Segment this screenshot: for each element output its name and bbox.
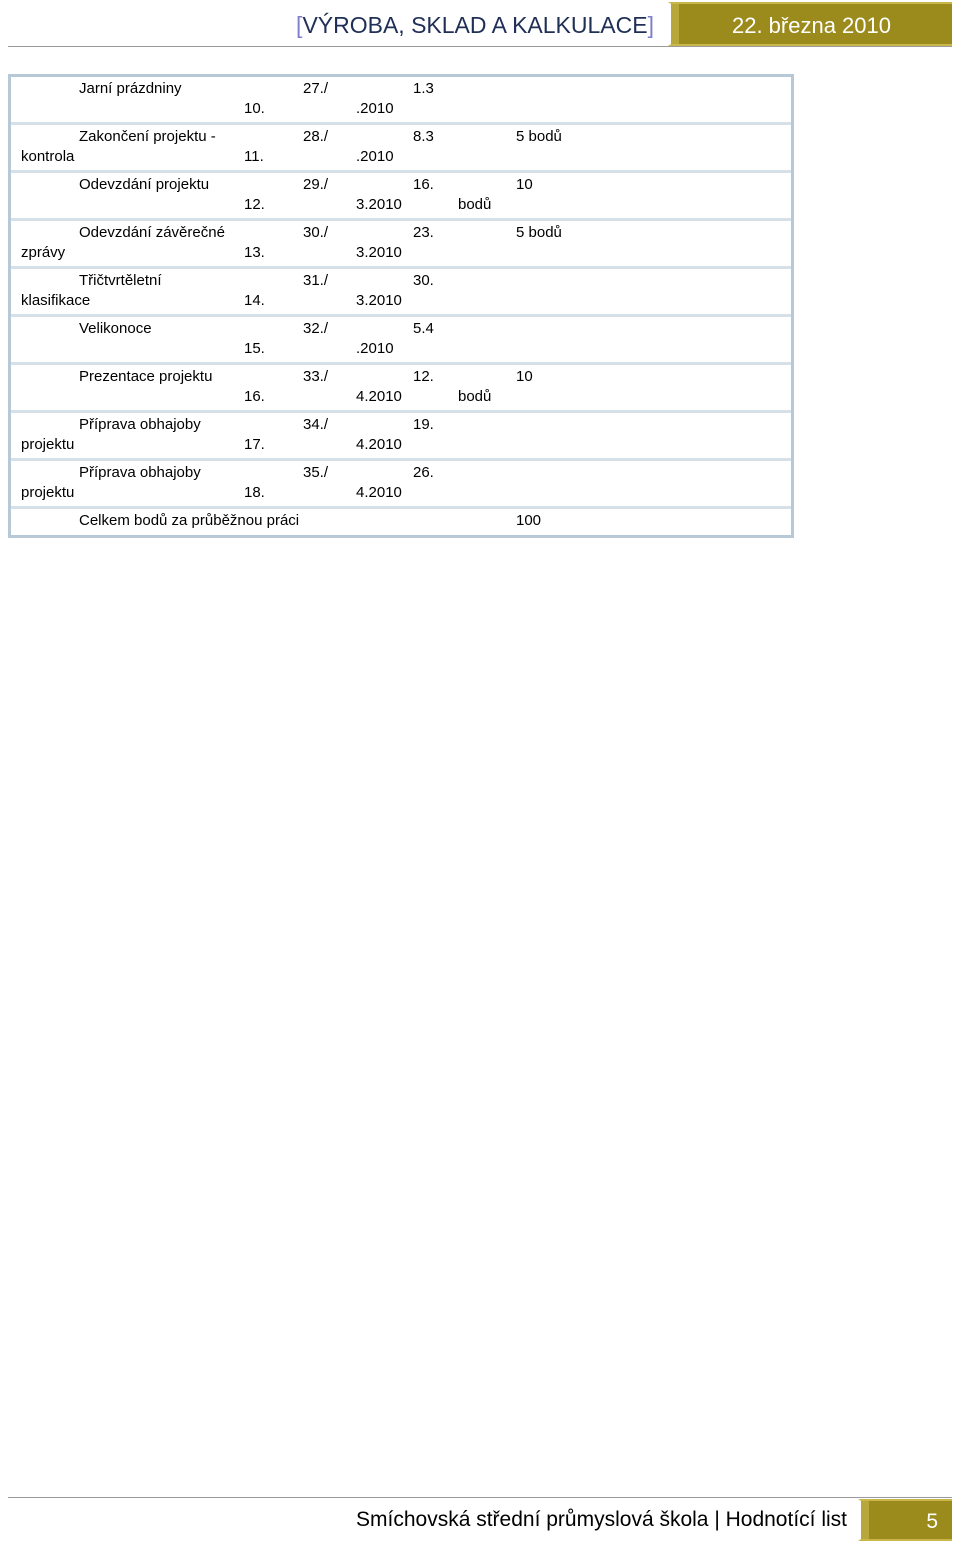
header-date-box: [668, 2, 952, 46]
row-day: 26.: [413, 464, 434, 481]
footer-text: Smíchovská střední průmyslová škola | Hodnotící list: [356, 1508, 847, 1531]
table-row: [11, 221, 791, 269]
row-name-line1: Třičtvrtěletní: [79, 272, 162, 289]
row-name-line1: Odevzdání závěrečné: [79, 224, 225, 241]
row-year: 3.2010: [356, 244, 402, 261]
row-day: 19.: [413, 416, 434, 433]
table-row: [11, 461, 791, 509]
row-number: 17.: [244, 436, 265, 453]
table-row: [11, 317, 791, 365]
row-week: 32./: [303, 320, 329, 337]
row-week: 35./: [303, 464, 329, 481]
row-name-line2: kontrola: [21, 148, 75, 165]
header-bracket-close: ]: [647, 12, 654, 38]
row-day: 1.3: [413, 80, 434, 97]
row-day: 12.: [413, 368, 434, 385]
row-name-line2: projektu: [21, 484, 75, 501]
row-week: 33./: [303, 368, 329, 385]
row-year: 4.2010: [356, 436, 402, 453]
row-number: 13.: [244, 244, 265, 261]
row-day: 16.: [413, 176, 434, 193]
row-day: 23.: [413, 224, 434, 241]
total-label: Celkem bodů za průběžnou práci: [79, 512, 300, 529]
row-name-line1: Velikonoce: [79, 320, 152, 337]
schedule-table: [8, 74, 794, 538]
row-points-line1: 5 bodů: [516, 224, 562, 241]
row-name-line2: zprávy: [21, 244, 66, 261]
row-number: 18.: [244, 484, 265, 501]
row-day: 30.: [413, 272, 434, 289]
row-name-line1: Příprava obhajoby: [79, 416, 201, 433]
row-week: 28./: [303, 128, 329, 145]
row-points-line1: 10: [516, 368, 533, 385]
row-name-line1: Příprava obhajoby: [79, 464, 201, 481]
row-points-line2: bodů: [458, 196, 492, 213]
row-number: 10.: [244, 100, 265, 117]
table-row: [11, 269, 791, 317]
row-number: 14.: [244, 292, 265, 309]
row-name-line1: Zakončení projektu -: [79, 128, 216, 145]
header-bracket-open: [: [296, 12, 303, 38]
row-day: 8.3: [413, 128, 434, 145]
table-row: [11, 365, 791, 413]
row-year: 4.2010: [356, 388, 402, 405]
row-points-line1: 5 bodů: [516, 128, 562, 145]
row-year: 4.2010: [356, 484, 402, 501]
row-number: 16.: [244, 388, 265, 405]
row-week: 30./: [303, 224, 329, 241]
row-number: 11.: [244, 148, 264, 165]
table-row: [11, 413, 791, 461]
table-row: [11, 125, 791, 173]
row-week: 31./: [303, 272, 329, 289]
row-name-line1: Jarní prázdniny: [79, 80, 182, 97]
table-total-row: [11, 509, 791, 537]
row-week: 34./: [303, 416, 329, 433]
page-number-box: [858, 1499, 952, 1541]
header-rule: [8, 46, 952, 47]
row-name-line2: projektu: [21, 436, 75, 453]
row-week: 27./: [303, 80, 329, 97]
row-number: 15.: [244, 340, 265, 357]
page-number: 5: [926, 1510, 938, 1533]
table-row: [11, 77, 791, 125]
row-year: 3.2010: [356, 292, 402, 309]
row-week: 29./: [303, 176, 329, 193]
row-name-line2: klasifikace: [21, 292, 91, 309]
row-name-line1: Odevzdání projektu: [79, 176, 210, 193]
row-number: 12.: [244, 196, 265, 213]
table-row: [11, 173, 791, 221]
row-year: 3.2010: [356, 196, 402, 213]
row-year: .2010: [356, 340, 394, 357]
row-points-line2: bodů: [458, 388, 492, 405]
row-points-line1: 10: [516, 176, 533, 193]
row-year: .2010: [356, 148, 394, 165]
row-day: 5.4: [413, 320, 434, 337]
header-title-text: VÝROBA, SKLAD A KALKULACE: [302, 12, 648, 38]
row-name-line1: Prezentace projektu: [79, 368, 213, 385]
header-title: [296, 8, 654, 42]
row-year: .2010: [356, 100, 394, 117]
total-value: 100: [516, 512, 542, 529]
footer-rule: [8, 1497, 952, 1498]
header-date: 22. března 2010: [731, 13, 892, 38]
